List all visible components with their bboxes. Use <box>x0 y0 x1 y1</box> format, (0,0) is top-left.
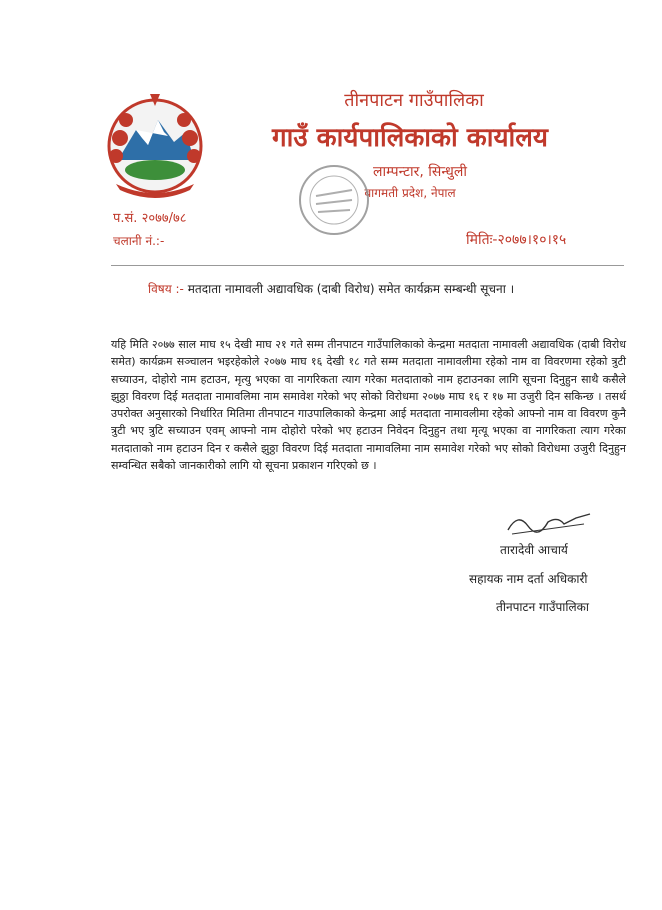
signatory-organization: तीनपाटन गाउँपालिका <box>496 600 589 614</box>
letter-date: मितिः-२०७७।१०।१५ <box>466 232 567 248</box>
handwritten-signature <box>504 508 594 538</box>
office-name: गाउँ कार्यपालिकाको कार्यालय <box>272 123 548 153</box>
dispatch-number: चलानी नं.:- <box>113 234 165 248</box>
nepal-emblem-logo <box>96 90 214 202</box>
office-address: लाम्पन्टार, सिन्धुली <box>373 164 467 180</box>
subject-label: विषय :- <box>148 282 184 296</box>
signatory-name: तारादेवी आचार्य <box>500 543 568 557</box>
municipality-name: तीनपाटन गाउँपालिका <box>344 90 484 111</box>
office-province: बागमती प्रदेश, नेपाल <box>364 186 456 200</box>
header-divider <box>111 265 624 266</box>
signatory-title: सहायक नाम दर्ता अधिकारी <box>469 572 588 586</box>
subject-line <box>148 280 514 297</box>
notice-body: यहि मिति २०७७ साल माघ १५ देखी माघ २१ गते सम्म तीनपाटन गाउँपालिकाको केन्द्रमा मतदाता नामावली अद्यावधिक (दाबी विरोध समेत) कार्यक्रम सञ्चालन भइरहेकोले २०७७ माघ १६ देखी १८ गते सम्म मतदाता नामावलीमा रहेको नाम वा विवरणमा रहेको त्रुटी सच्याउन, दोहोरो नाम हटाउन, मृत्यु भएका वा नागरिकता त्याग गरेका मतदाताको नाम हटाउनका लागि सूचना दिनुहुन साथै कसैले झुठ्ठा विवरण दिई मतदाता नामावलिमा नाम समावेश गरेको भए सोको विरोधमा २०७७ माघ १६ र १७ मा उजुरी दिन सकिन्छ । तसर्थ उपरोक्त अनुसारको निर्धारित मितिमा तीनपाटन गाउपालिकाको केन्द्रमा आई मतदाता नामावलीमा रहेको आफ्नो नाम वा विवरण कुनै त्रुटी भए त्रुटि सच्याउन एवम् आफ्नो नाम दोहोरो परेको भए हटाउन निवेदन दिनुहुन तथा मृत्यू भएका वा नागरिकता त्याग गरेका मतदाताको नाम हटाउन दिन र कसैले झुठ्ठा विवरण दिई मतदाता नामावलिमा नाम समावेश गरेको भए सोको विरोधमा उजुरी दिनुहुन सम्वन्धित सबैको जानकारीको लागि यो सूचना प्रकाशन गरिएको छ । <box>111 338 626 473</box>
reference-number: प.सं. २०७७/७८ <box>113 211 187 226</box>
office-stamp <box>294 160 374 240</box>
subject-text: मतदाता नामावली अद्यावधिक (दाबी विरोध) समेत कार्यक्रम सम्बन्धी सूचना । <box>187 282 515 296</box>
